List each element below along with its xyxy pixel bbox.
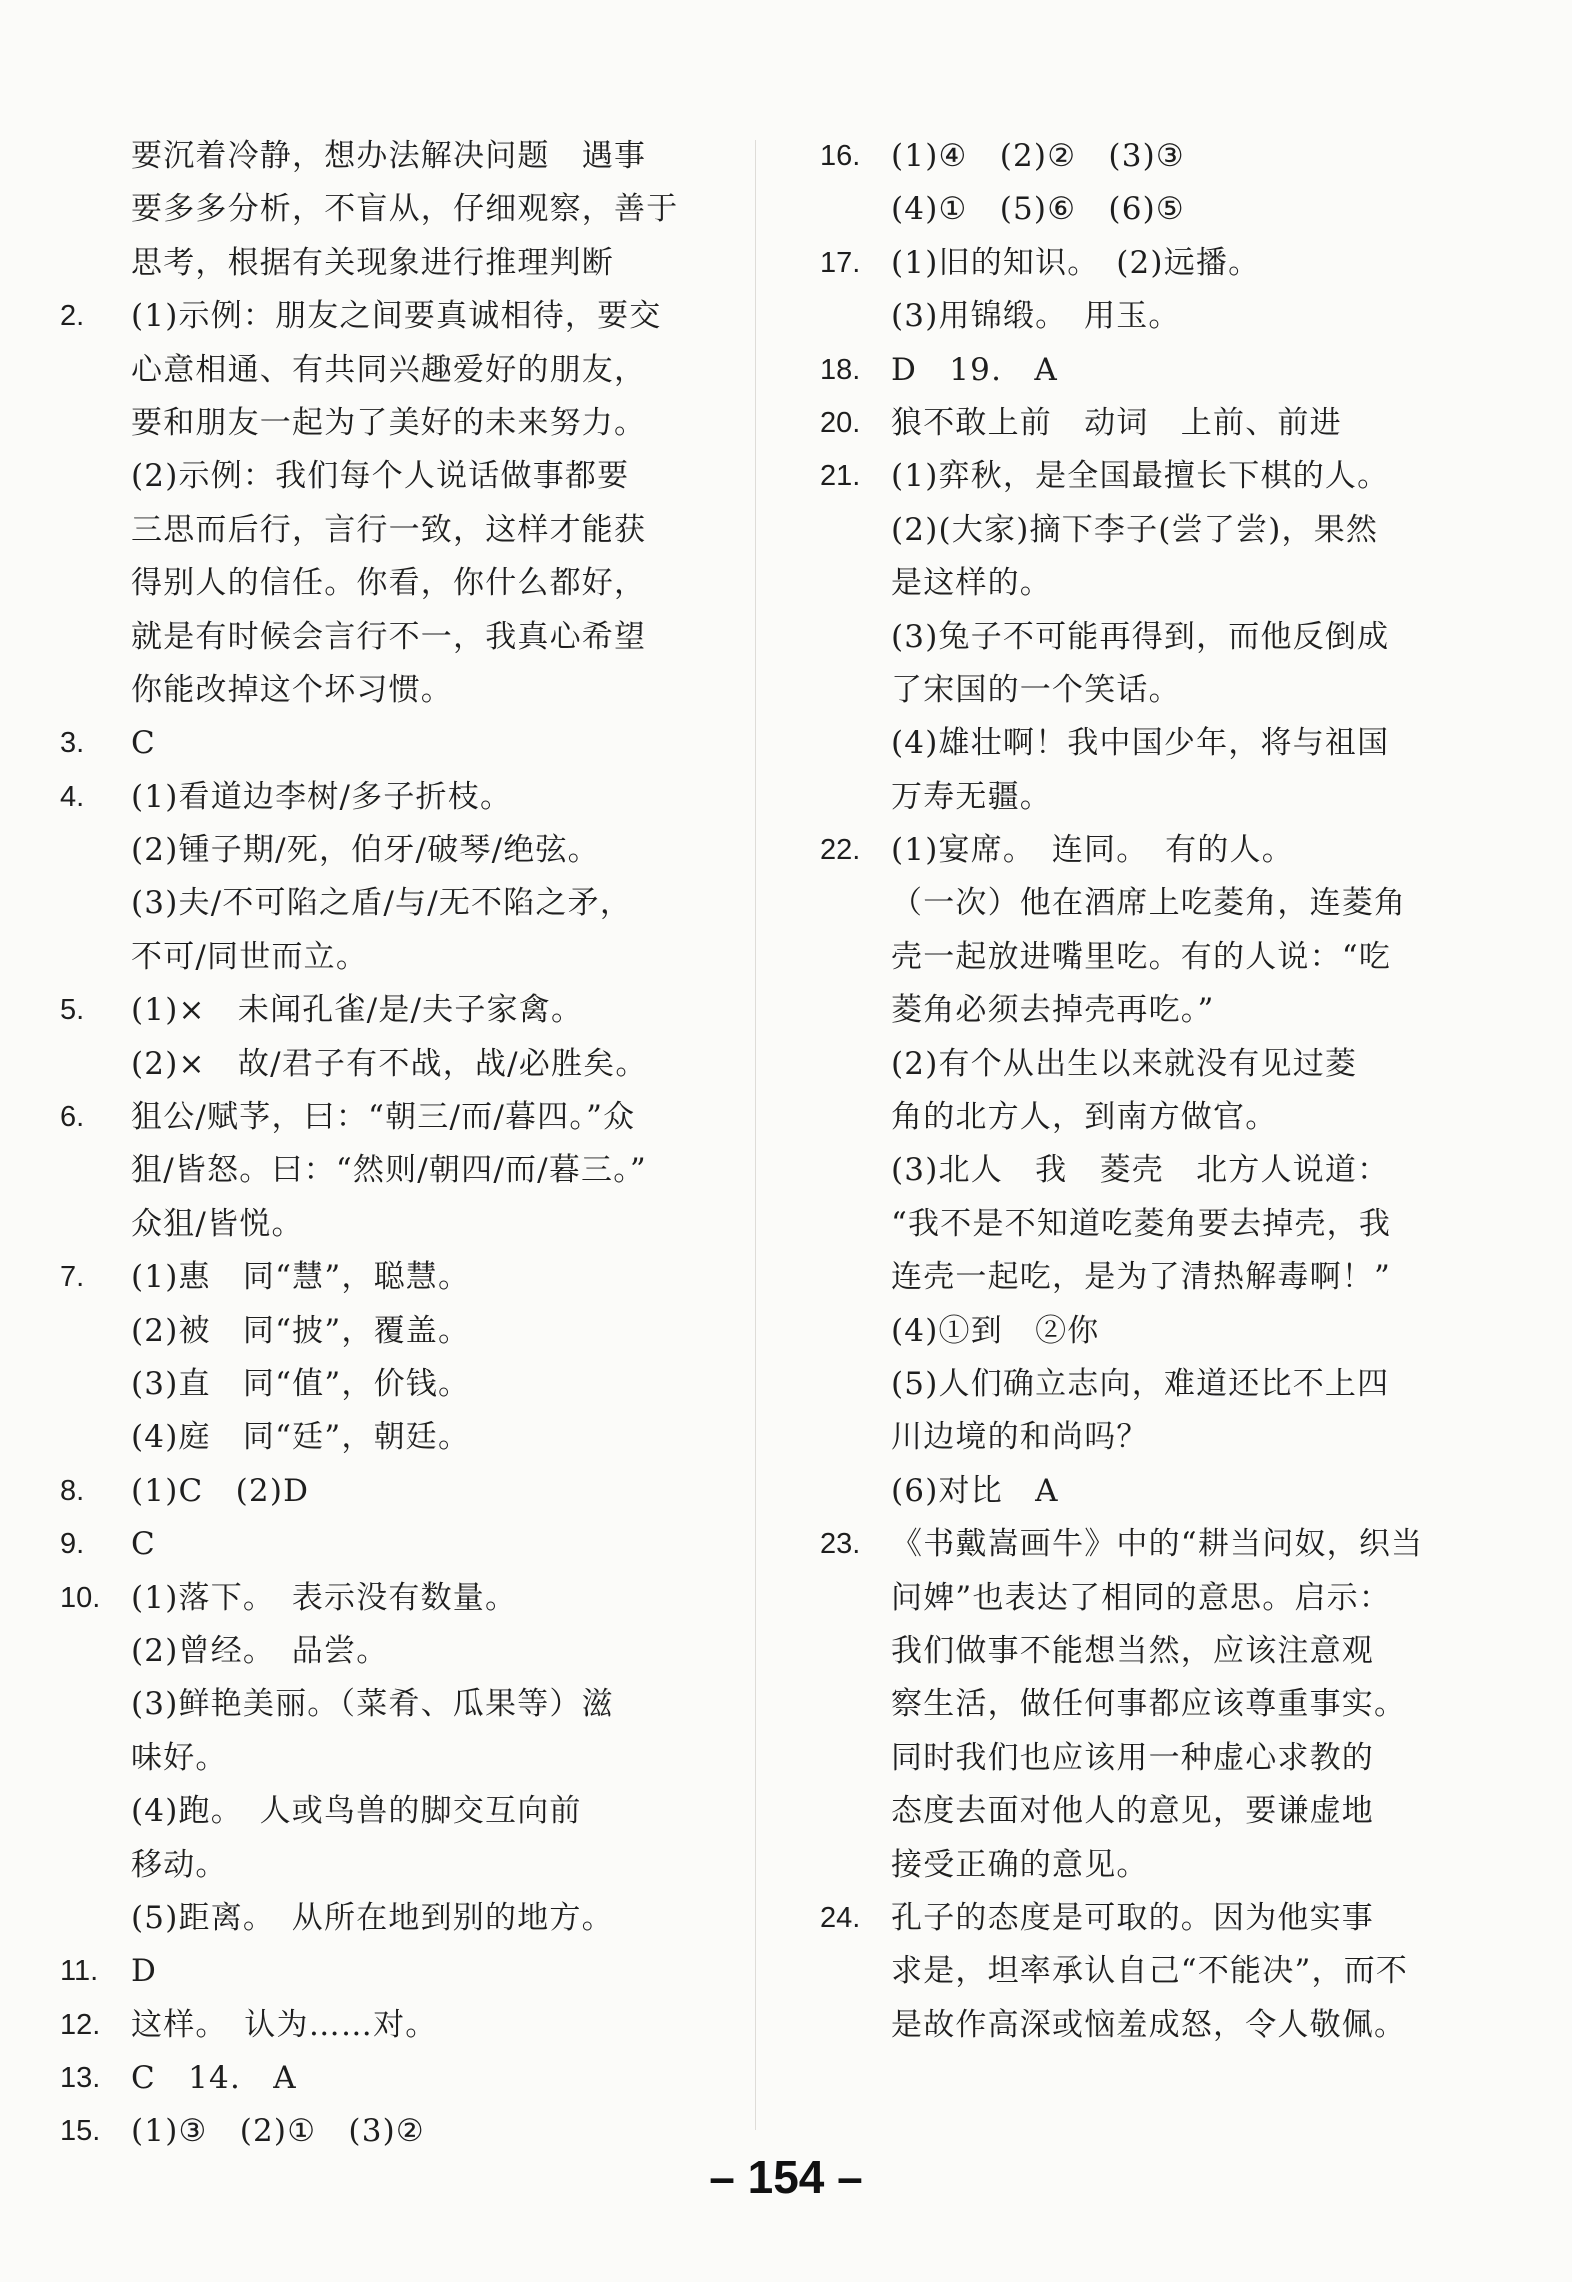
answer-line: (2)曾经。 品尝。: [131, 1632, 389, 1669]
answer-line: 川边境的和尚吗？: [891, 1419, 1149, 1456]
answer-line: C 14. A: [131, 2060, 297, 2097]
answer-line: D 19. A: [891, 351, 1058, 388]
answer-number: 23.: [820, 1528, 861, 1561]
answer-number: 8.: [60, 1474, 85, 1507]
answer-line: “我不是不知道吃菱角要去掉壳，我: [891, 1205, 1392, 1242]
answer-line: (1)弈秋，是全国最擅长下棋的人。: [891, 458, 1390, 495]
answer-item: [60, 1945, 700, 1998]
answer-line: (3)鲜艳美丽。（菜肴、瓜果等）滋: [131, 1686, 614, 1723]
answer-line: 味好。: [131, 1739, 228, 1776]
answer-item: [60, 1518, 700, 1571]
answer-line: (1)C (2)D: [131, 1472, 310, 1509]
answer-line: (3)夫/不可陷之盾/与/无不陷之矛，: [131, 885, 633, 922]
answer-line: (5)人们确立志向，难道还比不上四: [891, 1365, 1390, 1402]
answer-item: [60, 1091, 700, 1251]
answer-item: [60, 290, 700, 717]
answer-line: (1)④ (2)② (3)③: [891, 138, 1185, 174]
answer-line: (5)距离。 从所在地到别的地方。: [131, 1899, 614, 1936]
answer-number: 18.: [820, 353, 861, 386]
answer-line: 要多多分析，不盲从，仔细观察，善于: [131, 191, 679, 228]
answer-number: 20.: [820, 406, 861, 439]
answer-line: 察生活，做任何事都应该尊重事实。: [891, 1686, 1407, 1723]
answer-line: (2)示例：我们每个人说话做事都要: [131, 458, 630, 495]
answer-number: 12.: [60, 2008, 101, 2041]
answer-line: 万寿无疆。: [891, 778, 1052, 815]
answer-line: 心意相通、有共同兴趣爱好的朋友，: [131, 351, 647, 388]
answer-line: (1)旧的知识。 (2)远播。: [891, 244, 1261, 281]
answer-line: 要沉着冷静，想办法解决问题 遇事: [131, 138, 647, 174]
answer-line: (2)× 故/君子有不战，战/必胜矣。: [131, 1045, 648, 1082]
answer-line: 孔子的态度是可取的。因为他实事: [891, 1899, 1374, 1936]
answer-line: 就是有时候会言行不一，我真心希望: [131, 618, 647, 655]
answer-line: 三思而后行，言行一致，这样才能获: [131, 511, 647, 548]
answer-line: 态度去面对他人的意见，要谦虚地: [891, 1793, 1374, 1830]
answer-item: [60, 1572, 700, 1946]
answer-number: 7.: [60, 1261, 85, 1294]
answer-line: (1)落下。 表示没有数量。: [131, 1579, 518, 1616]
answer-item: [820, 1892, 1450, 2052]
answer-line: (1)惠 同“慧”，聪慧。: [131, 1259, 471, 1296]
answer-line: (3)用锦缎。 用玉。: [891, 298, 1181, 335]
answer-line: 问婢”也表达了相同的意思。启示：: [891, 1579, 1392, 1616]
answer-line: (4)① (5)⑥ (6)⑤: [891, 191, 1185, 228]
answer-line: C: [131, 1526, 156, 1563]
answer-line: 角的北方人，到南方做官。: [891, 1099, 1278, 1136]
answer-number: 15.: [60, 2115, 101, 2148]
left-column: [60, 130, 700, 2159]
answer-line: (1)× 未闻孔雀/是/夫子家禽。: [131, 992, 584, 1029]
answer-line: 求是，坦率承认自己“不能决”，而不: [891, 1953, 1409, 1990]
answer-line: 连壳一起吃，是为了清热解毒啊！”: [891, 1259, 1392, 1296]
answer-line: 思考，根据有关现象进行推理判断: [131, 244, 614, 281]
answer-number: 4.: [60, 780, 85, 813]
answer-line: (6)对比 A: [891, 1472, 1059, 1509]
answer-line: (2)被 同“披”，覆盖。: [131, 1312, 471, 1349]
answer-line: (4)雄壮啊！我中国少年，将与祖国: [891, 725, 1390, 762]
answer-line: (1)看道边李树/多子折枝。: [131, 778, 513, 815]
page-number: – 154 –: [709, 2151, 863, 2203]
answer-line: 狙/皆怒。曰：“然则/朝四/而/暮三。”: [131, 1152, 647, 1189]
answer-line: 众狙/皆悦。: [131, 1205, 304, 1242]
answer-line: 《书戴嵩画牛》中的“耕当问奴，织当: [891, 1526, 1424, 1563]
answer-item: [820, 237, 1450, 344]
answer-line: 同时我们也应该用一种虚心求教的: [891, 1739, 1374, 1776]
answer-item: [60, 2052, 700, 2105]
answer-line: (3)兔子不可能再得到，而他反倒成: [891, 618, 1390, 655]
answer-number: 11.: [60, 1955, 99, 1988]
answer-item: [820, 130, 1450, 237]
answer-line: 是这样的。: [891, 565, 1052, 602]
answer-item: [820, 824, 1450, 1518]
answer-line: 得别人的信任。你看，你什么都好，: [131, 565, 647, 602]
answer-item: [60, 1251, 700, 1465]
answer-line: (4)①到 ②你: [891, 1312, 1100, 1349]
answer-item: [60, 717, 700, 770]
answer-number: 10.: [60, 1581, 101, 1614]
answer-line: 狙公/赋芧，曰：“朝三/而/暮四。”众: [131, 1099, 636, 1136]
answer-number: 2.: [60, 300, 85, 333]
answer-line: (1)宴席。 连同。 有的人。: [891, 832, 1294, 869]
answer-line: 不可/同世而立。: [131, 938, 369, 975]
answer-number: 17.: [820, 246, 861, 279]
column-divider: [755, 140, 756, 2130]
answer-line: 这样。 认为……对。: [131, 2006, 438, 2043]
answer-line: C: [131, 725, 156, 762]
answer-line: (1)示例：朋友之间要真诚相待，要交: [131, 298, 662, 335]
answer-number: 21.: [820, 460, 861, 493]
answer-item: [60, 771, 700, 985]
answer-line: (1)③ (2)① (3)②: [131, 2113, 425, 2150]
answer-line: 你能改掉这个坏习惯。: [131, 671, 453, 708]
answer-line: 是故作高深或恼羞成怒，令人敬佩。: [891, 2006, 1407, 2043]
answer-item: [820, 344, 1450, 397]
answer-number: 9.: [60, 1528, 85, 1561]
answer-number: 3.: [60, 727, 85, 760]
answer-item: [60, 984, 700, 1091]
answer-line: 移动。: [131, 1846, 228, 1883]
answer-number: 13.: [60, 2062, 101, 2095]
answer-line: 接受正确的意见。: [891, 1846, 1149, 1883]
answer-number: 5.: [60, 994, 85, 1027]
answer-number: 24.: [820, 1901, 861, 1934]
answer-item: [60, 1465, 700, 1518]
answer-line: 了宋国的一个笑话。: [891, 671, 1181, 708]
answer-item: [60, 130, 700, 290]
answer-line: (3)直 同“值”，价钱。: [131, 1365, 471, 1402]
answer-line: (2)有个从出生以来就没有见过菱: [891, 1045, 1358, 1082]
answer-line: (3)北人 我 菱壳 北方人说道：: [891, 1152, 1390, 1189]
answer-line: D: [131, 1953, 158, 1990]
answer-number: 16.: [820, 140, 861, 172]
answer-line: 壳一起放进嘴里吃。有的人说：“吃: [891, 938, 1392, 975]
answer-line: 要和朋友一起为了美好的未来努力。: [131, 404, 647, 441]
answer-item: [820, 1518, 1450, 1892]
answer-line: (2)锺子期/死，伯牙/破琴/绝弦。: [131, 832, 600, 869]
answer-line: （一次）他在酒席上吃菱角，连菱角: [891, 885, 1407, 922]
answer-item: [60, 1999, 700, 2052]
answer-number: 6.: [60, 1101, 85, 1134]
answer-line: 我们做事不能想当然，应该注意观: [891, 1632, 1374, 1669]
answer-line: 狼不敢上前 动词 上前、前进: [891, 404, 1342, 441]
right-column: [820, 130, 1450, 2052]
answer-number: 22.: [820, 834, 861, 867]
answer-line: 菱角必须去掉壳再吃。”: [891, 992, 1215, 1029]
answer-line: (2)(大家)摘下李子(尝了尝)，果然: [891, 511, 1379, 548]
answer-item: [820, 450, 1450, 824]
answer-line: (4)跑。 人或鸟兽的脚交互向前: [131, 1793, 582, 1830]
answer-item: [820, 397, 1450, 450]
answer-line: (4)庭 同“廷”，朝廷。: [131, 1419, 471, 1456]
